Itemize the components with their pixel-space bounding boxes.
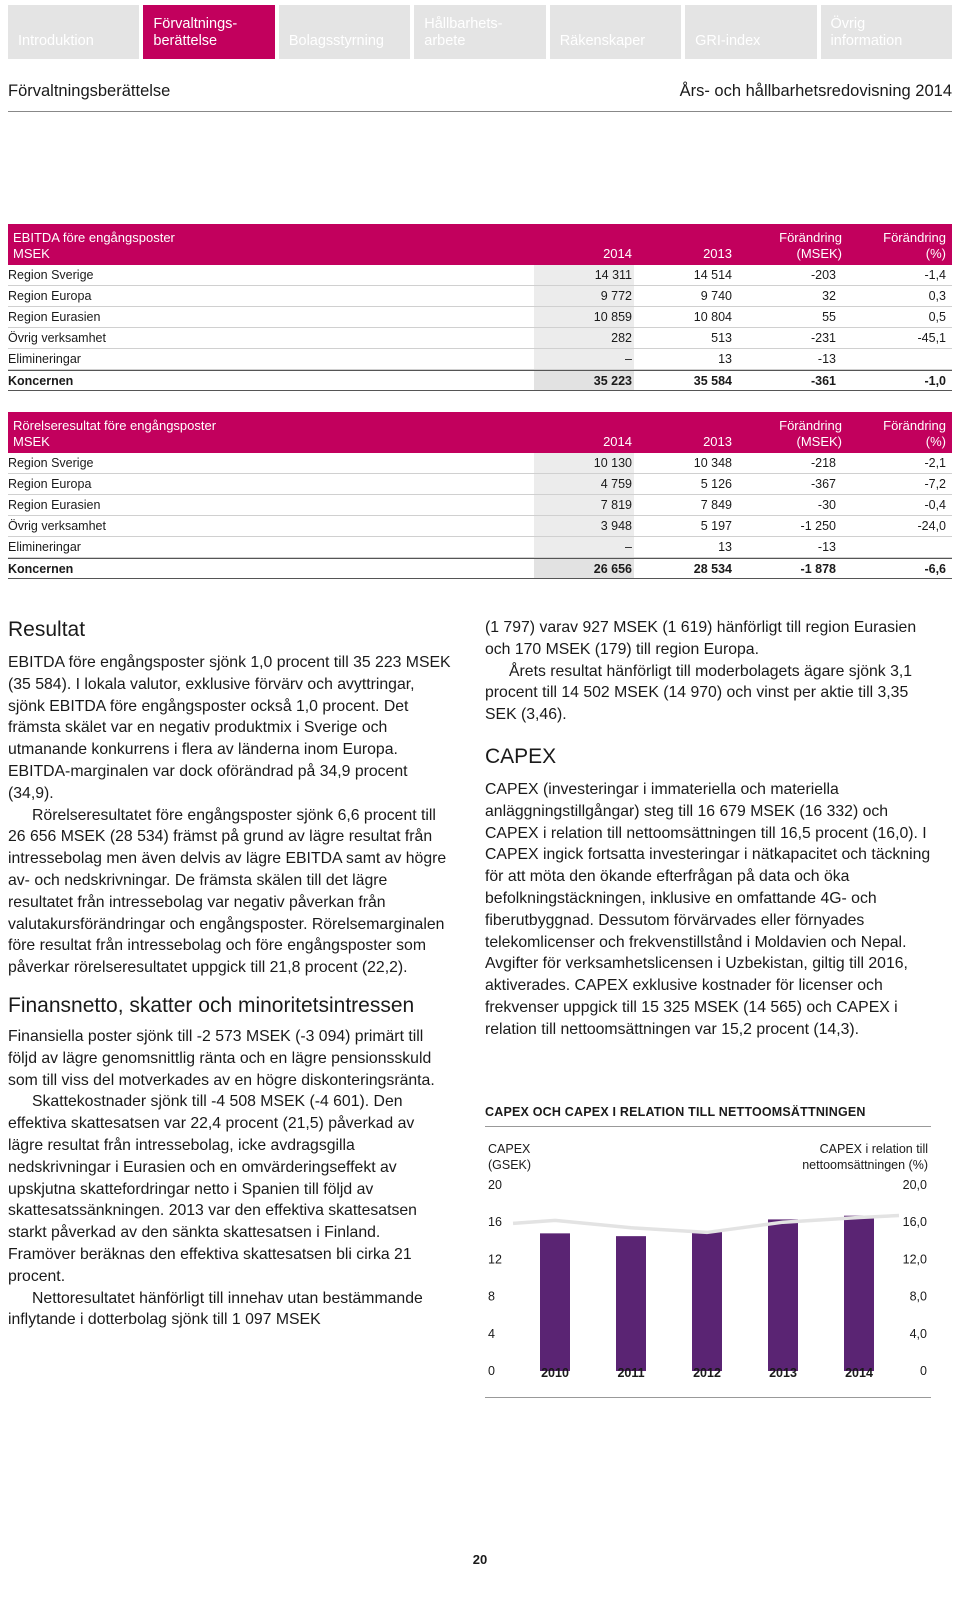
row-label: Elimineringar <box>8 540 81 554</box>
value-2013: 10 804 <box>693 310 732 324</box>
change-msek: -1 878 <box>800 562 836 576</box>
table-row <box>8 328 952 349</box>
section-title: Förvaltningsberättelse <box>8 82 171 100</box>
change-pct: -1,4 <box>924 268 946 282</box>
y-tick-right: 16,0 <box>902 1215 927 1230</box>
nav-tab-3[interactable] <box>414 5 545 59</box>
row-label: Region Europa <box>8 477 92 491</box>
change-pct: -45,1 <box>917 331 946 345</box>
table-header <box>8 412 952 453</box>
nav-tab-label: Bolagsstyrning <box>288 33 384 49</box>
bar-2013 <box>768 1219 798 1371</box>
right-axis-label: CAPEX i relation till nettoomsättningen (%) <box>802 1142 928 1172</box>
value-2013: 13 <box>718 352 732 366</box>
table-row <box>8 265 952 286</box>
table-unit: MSEK <box>13 434 50 449</box>
nav-tab-label: Förvaltnings- berättelse <box>153 16 238 49</box>
col-2013: 2013 <box>703 246 732 261</box>
value-2013: 10 348 <box>693 456 732 470</box>
nav-tab-5[interactable] <box>685 5 816 59</box>
paragraph: Rörelseresultatet före engångsposter sjönk 6,6 procent till 26 656 MSEK (28 534) främst på grund av lägre resultat från intressebolag men även delvis av lägre EBITDA samt av högre av- och nedskrivningar. De främsta skälen till det lägre resultatet från intressebolag var negativ påverkan från valutakursförändringar och engångsposter. Rörelsemarginalen före resultat från intressebolag och före engångsposter som påverkar rörelseresultatet uppgick till 21,8 procent (22,2). <box>8 806 447 977</box>
row-label: Region Eurasien <box>8 310 101 324</box>
value-2014: 9 772 <box>600 289 632 303</box>
change-msek: 55 <box>822 310 836 324</box>
bar-2011 <box>616 1236 646 1371</box>
col-change-pct: Förändring (%) <box>883 230 946 261</box>
x-tick-label: 2011 <box>617 1366 645 1380</box>
y-tick-left: 8 <box>488 1289 495 1304</box>
change-pct: -0,4 <box>924 498 946 512</box>
table-title: EBITDA före engångsposter <box>13 230 175 245</box>
change-msek: -203 <box>810 268 836 282</box>
row-label: Region Europa <box>8 289 92 303</box>
change-pct: -2,1 <box>924 456 946 470</box>
change-msek: -218 <box>810 456 836 470</box>
nav-tab-label: Räkenskaper <box>559 33 646 49</box>
page-number: 20 <box>472 1552 488 1567</box>
paragraph: Skattekostnader sjönk till -4 508 MSEK (-4 601). Den effektiva skattesatsen var 22,4 procent (21,5) påverkad av lägre resultat från intressebolag, icke avdragsgilla nedskrivningar i Eurasien och en omvärderingseffekt av upskjutna skattefordringar netto i Spanien till följd av skattesatssänkningen. 2013 var den effektiva skattesatsen starkt påverkad av den sänkta skattesatsen i Finland. Framöver beräknas den effektiva skattesatsen bli cirka 21 procent. <box>8 1093 417 1285</box>
change-msek: -1 250 <box>800 519 836 533</box>
chart-title: CAPEX OCH CAPEX I RELATION TILL NETTOOMSÄTTNINGEN <box>485 1105 866 1119</box>
ebitda-table <box>8 224 952 391</box>
table-row <box>8 495 952 516</box>
change-pct: -24,0 <box>917 519 946 533</box>
table-row <box>8 453 952 474</box>
report-title: Års- och hållbarhetsredovisning 2014 <box>679 82 952 100</box>
value-2013: 513 <box>711 331 732 345</box>
table-title: Rörelseresultat före engångsposter <box>13 418 217 433</box>
value-2014: 10 859 <box>593 310 632 324</box>
value-2014: 14 311 <box>594 268 632 282</box>
top-navigation <box>8 5 952 59</box>
paragraph: Årets resultat hänförligt till moderbolagets ägare sjönk 3,1 procent till 14 502 MSEK (14 970) och vinst per aktie till 3,35 SEK (3,46). <box>485 662 913 724</box>
x-tick-label: 2012 <box>693 1366 721 1380</box>
col-2014: 2014 <box>603 246 632 261</box>
column-shade <box>534 537 634 557</box>
row-label: Övrig verksamhet <box>8 519 106 533</box>
col-change-msek: Förändring (MSEK) <box>779 230 842 261</box>
table-total-row <box>8 558 952 579</box>
col-change-pct: Förändring (%) <box>883 418 946 449</box>
heading-capex: CAPEX <box>485 744 557 768</box>
value-2014: – <box>625 352 632 366</box>
table-row <box>8 349 952 370</box>
x-tick-label: 2010 <box>541 1366 569 1380</box>
change-msek: -13 <box>817 352 836 366</box>
nav-tab-1[interactable] <box>143 5 274 59</box>
bar-2012 <box>692 1232 722 1372</box>
row-label: Koncernen <box>8 562 74 576</box>
ratio-line <box>513 1216 899 1233</box>
page-header <box>8 80 952 112</box>
paragraph: Nettoresultatet hänförligt till innehav utan bestämmande inflytande i dotterbolag sjönk till 1 097 MSEK <box>8 1289 423 1329</box>
nav-tab-label: Övrig information <box>830 16 903 49</box>
y-tick-right: 20,0 <box>902 1178 927 1192</box>
value-2013: 14 514 <box>693 268 732 282</box>
table-row <box>8 474 952 495</box>
paragraph: EBITDA före engångsposter sjönk 1,0 procent till 35 223 MSEK (35 584). I lokala valutor, exklusive förvärv och avyttringar, sjönk EBITDA före engångsposter också 1,0 procent. Det främsta skälet var en negativ produktmix i Sverige och utmanande konkurrens i flera av länderna inom Europa. EBITDA-marginalen var dock oförändrad på 34,9 procent (34,9). <box>8 654 451 802</box>
value-2013: 7 849 <box>700 498 732 512</box>
nav-tab-2[interactable] <box>279 5 410 59</box>
capex-chart <box>485 1126 931 1398</box>
col-change-msek: Förändring (MSEK) <box>779 418 842 449</box>
row-label: Övrig verksamhet <box>8 331 106 345</box>
table-row <box>8 307 952 328</box>
y-tick-right: 0 <box>920 1364 927 1378</box>
change-pct: 0,3 <box>928 289 946 303</box>
change-pct: 0,5 <box>928 310 946 324</box>
value-2013: 28 534 <box>693 562 732 576</box>
nav-tab-label: Introduktion <box>18 33 94 49</box>
table-unit: MSEK <box>13 246 50 261</box>
y-tick-right: 4,0 <box>909 1326 927 1341</box>
nav-tab-label: Hållbarhets- arbete <box>424 16 503 49</box>
value-2014: – <box>625 540 632 554</box>
change-msek: -13 <box>817 540 836 554</box>
value-2013: 35 584 <box>693 374 732 388</box>
col-2013: 2013 <box>703 434 732 449</box>
left-text-column <box>8 617 451 1331</box>
table-header <box>8 224 952 265</box>
y-tick-left: 4 <box>488 1326 495 1341</box>
heading-finansnetto: Finansnetto, skatter och minoritetsintressen <box>8 993 415 1017</box>
row-label: Region Eurasien <box>8 498 101 512</box>
bar-2010 <box>540 1233 570 1371</box>
row-label: Region Sverige <box>8 268 94 282</box>
nav-tab-label: GRI-index <box>695 33 761 49</box>
col-2014: 2014 <box>603 434 632 449</box>
bar-2014 <box>844 1216 874 1371</box>
paragraph: Finansiella poster sjönk till -2 573 MSEK (-3 094) primärt till följd av lägre genomsnittlig ränta och en lägre pensionsskuld som till viss del motverkades av en högre diskonteringsränta. <box>8 1027 435 1089</box>
table-row <box>8 537 952 558</box>
value-2014: 282 <box>611 331 632 345</box>
table-row <box>8 286 952 307</box>
row-label: Elimineringar <box>8 352 81 366</box>
value-2014: 10 130 <box>593 456 632 470</box>
y-tick-right: 8,0 <box>909 1289 927 1304</box>
value-2013: 5 197 <box>700 519 732 533</box>
row-label: Region Sverige <box>8 456 94 470</box>
y-tick-left: 12 <box>488 1252 502 1267</box>
value-2014: 3 948 <box>600 519 632 533</box>
change-pct: -6,6 <box>924 562 946 576</box>
y-tick-left: 20 <box>488 1178 502 1192</box>
operating-income-table <box>8 412 952 579</box>
change-msek: -367 <box>810 477 836 491</box>
table-total-row <box>8 370 952 391</box>
value-2014: 26 656 <box>593 562 632 576</box>
table-row <box>8 516 952 537</box>
value-2014: 35 223 <box>593 374 632 388</box>
value-2013: 5 126 <box>700 477 732 491</box>
value-2014: 4 759 <box>600 477 632 491</box>
y-tick-right: 12,0 <box>902 1252 927 1267</box>
heading-resultat: Resultat <box>8 618 86 641</box>
right-text-column <box>485 617 932 1041</box>
change-pct: -7,2 <box>924 477 946 491</box>
column-shade <box>534 349 634 369</box>
x-tick-label: 2013 <box>769 1366 797 1380</box>
x-tick-label: 2014 <box>845 1366 873 1380</box>
paragraph: (1 797) varav 927 MSEK (1 619) hänförligt till region Eurasien och 170 MSEK (179) till region Europa. <box>485 619 917 658</box>
nav-tab-0[interactable] <box>8 5 139 59</box>
paragraph: CAPEX (investeringar i immateriella och materiella anläggningstillgångar) steg till 16 679 MSEK (16 332) och CAPEX i relation till nettoomsättningen till 16,5 procent (16,0). I CAPEX ingick fortsatta investeringar i nätkapacitet och täckning för att möta den ökande efterfrågan på data och öka befolkningstäckningen, inklusive en omfattande 4G- och fiberutbyggnad. Dessutom förvärvades eller förnyades telekomlicenser och frekvenstillstånd i Moldavien och Nepal. Avgifter för verksamhetslicensen i Uzbekistan, giltig till 2016, aktiverades. CAPEX exklusive kostnader för licenser och frekvenser uppgick till 15 325 MSEK (14 565) och CAPEX i relation till nettoomsättningen var 15,2 procent (14,3). <box>485 780 931 1038</box>
left-axis-label: CAPEX (GSEK) <box>488 1142 532 1172</box>
row-label: Koncernen <box>8 374 74 388</box>
value-2014: 7 819 <box>600 498 632 512</box>
y-tick-left: 0 <box>488 1364 495 1378</box>
nav-tab-6[interactable] <box>821 5 952 59</box>
change-msek: -231 <box>810 331 836 345</box>
nav-tab-4[interactable] <box>550 5 681 59</box>
value-2013: 13 <box>718 540 732 554</box>
value-2013: 9 740 <box>700 289 732 303</box>
change-pct: -1,0 <box>924 374 946 388</box>
change-msek: -361 <box>810 374 836 388</box>
change-msek: 32 <box>822 289 836 303</box>
change-msek: -30 <box>817 498 836 512</box>
y-tick-left: 16 <box>488 1215 502 1230</box>
